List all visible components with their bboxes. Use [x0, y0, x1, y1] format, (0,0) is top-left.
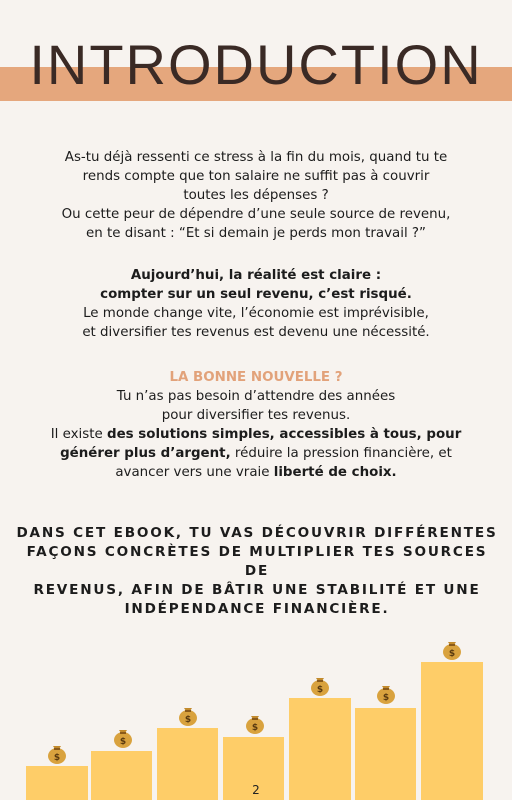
money-bag-icon: [441, 636, 463, 660]
step-bar: [421, 662, 483, 800]
money-bag-icon: [46, 740, 68, 764]
good-news-heading: LA BONNE NOUVELLE ?: [169, 370, 343, 385]
money-bag-icon: [244, 710, 266, 734]
page-number: 2: [252, 783, 260, 797]
money-bag-icon: [112, 724, 134, 748]
good-news-paragraph: Tu n’as pas besoin d’attendre des années pour diversifier tes revenus. Il existe des solutions simples, accessibles à tous, pour générer plus d’argent, réduire la pression financière, et avancer vers une vraie liberté de choix.: [50, 389, 462, 480]
money-bag-icon: [375, 680, 397, 704]
money-bag-icon: [309, 672, 331, 696]
svg-text:$: $: [448, 649, 456, 659]
svg-text:$: $: [251, 723, 259, 733]
page-title: INTRODUCTION: [29, 33, 483, 96]
svg-text:$: $: [184, 715, 192, 725]
svg-text:$: $: [53, 753, 61, 763]
svg-text:$: $: [316, 685, 324, 695]
svg-text:$: $: [119, 737, 127, 747]
reality-paragraph: Aujourd’hui, la réalité est claire : compter sur un seul revenu, c’est risqué. Le monde change vite, l’économie est imprévisible, et diversifier tes revenus est devenu une nécessité.: [82, 268, 430, 340]
svg-text:$: $: [382, 693, 390, 703]
money-bag-icon: [177, 702, 199, 726]
ebook-callout: DANS CET EBOOK, TU VAS DÉCOUVRIR DIFFÉRENTES FAÇONS CONCRÈTES DE MULTIPLIER TES SOURCES DE REVENUS, AFIN DE BÂTIR UNE STABILITÉ ET UNE INDÉPENDANCE FINANCIÈRE.: [16, 525, 498, 617]
intro-paragraph: As-tu déjà ressenti ce stress à la fin du mois, quand tu te rends compte que ton salaire ne suffit pas à couvrir toutes les dépenses ? Ou cette peur de dépendre d’une seule source de revenu, en te disant : “Et si demain je perds mon travail ?”: [61, 150, 451, 241]
